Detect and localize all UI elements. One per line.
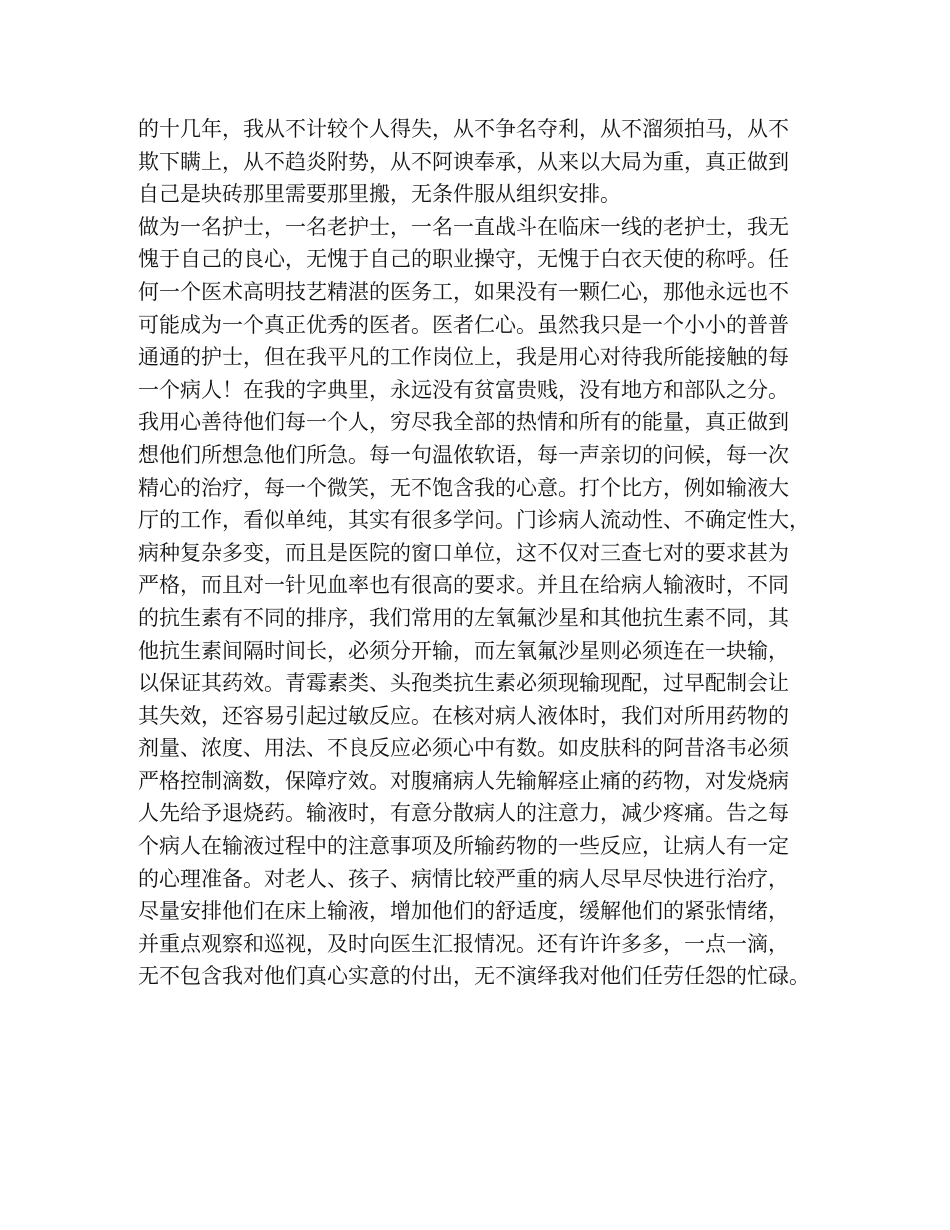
text-line: 病种复杂多变，而且是医院的窗口单位，这不仅对三查七对的要求甚为 [138, 540, 789, 565]
text-line: 做为一名护士，一名老护士，一名一直战斗在临床一线的老护士，我无 [138, 214, 789, 239]
text-line: 的心理准备。对老人、孩子、病情比较严重的病人尽早尽快进行治疗， [138, 866, 789, 891]
text-line: 的十几年，我从不计较个人得失，从不争名夺利，从不溜须拍马，从不 [138, 117, 789, 141]
text-line: 自己是块砖那里需要那里搬，无条件服从组织安排。 [138, 182, 621, 207]
text-line: 欺下瞒上，从不趋炎附势，从不阿谀奉承，从来以大局为重，真正做到 [138, 149, 789, 174]
text-line: 无不包含我对他们真心实意的付出，无不演绎我对他们任劳任怨的忙碌。 [138, 964, 810, 989]
text-line: 可能成为一个真正优秀的医者。医者仁心。虽然我只是一个小小的普普 [138, 312, 789, 337]
text-line: 严格，而且对一针见血率也有很高的要求。并且在给病人输液时，不同 [138, 573, 789, 598]
text-line: 其失效，还容易引起过敏反应。在核对病人液体时，我们对所用药物的 [138, 703, 789, 728]
text-line: 尽量安排他们在床上输液，增加他们的舒适度，缓解他们的紧张情绪， [138, 899, 789, 924]
text-line: 并重点观察和巡视，及时向医生汇报情况。还有许许多多，一点一滴， [138, 931, 789, 956]
text-line: 愧于自己的良心，无愧于自己的职业操守，无愧于白衣天使的称呼。任 [138, 247, 789, 272]
text-line: 他抗生素间隔时间长，必须分开输，而左氧氟沙星则必须连在一块输， [138, 638, 789, 663]
text-line: 厅的工作，看似单纯，其实有很多学问。门诊病人流动性、不确定性大， [138, 508, 810, 533]
text-line: 一个病人！在我的字典里，永远没有贫富贵贱，没有地方和部队之分。 [138, 377, 789, 402]
text-line: 剂量、浓度、用法、不良反应必须心中有数。如皮肤科的阿昔洛韦必须 [138, 736, 789, 761]
text-line: 精心的治疗，每一个微笑，无不饱含我的心意。打个比方，例如输液大 [138, 475, 789, 500]
body-text [138, 113, 838, 993]
text-line: 以保证其药效。青霉素类、头孢类抗生素必须现输现配，过早配制会让 [138, 671, 789, 696]
text-line: 的抗生素有不同的排序，我们常用的左氧氟沙星和其他抗生素不同，其 [138, 605, 789, 630]
text-line: 通通的护士，但在我平凡的工作岗位上，我是用心对待我所能接触的每 [138, 345, 789, 370]
text-line: 想他们所想急他们所急。每一句温侬软语，每一声亲切的问候，每一次 [138, 442, 789, 467]
text-line: 我用心善待他们每一个人，穷尽我全部的热情和所有的能量，真正做到 [138, 410, 789, 435]
text-line: 何一个医术高明技艺精湛的医务工，如果没有一颗仁心，那他永远也不 [138, 279, 789, 304]
text-line: 人先给予退烧药。输液时，有意分散病人的注意力，减少疼痛。告之每 [138, 801, 789, 826]
text-line: 严格控制滴数，保障疗效。对腹痛病人先输解痉止痛的药物，对发烧病 [138, 768, 789, 793]
text-line: 个病人在输液过程中的注意事项及所输药物的一些反应，让病人有一定 [138, 834, 789, 859]
